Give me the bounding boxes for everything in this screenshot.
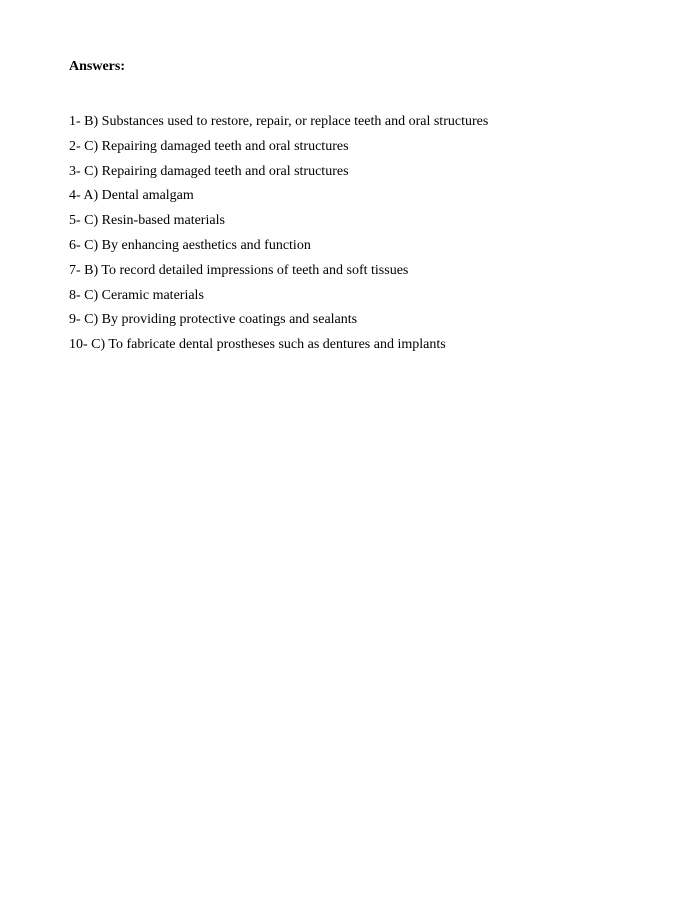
answer-item: 3- C) Repairing damaged teeth and oral structures <box>69 163 349 179</box>
answer-item: 9- C) By providing protective coatings and sealants <box>69 312 358 328</box>
answer-list <box>69 114 488 362</box>
answer-item: 1- B) Substances used to restore, repair, or replace teeth and oral structures <box>69 114 489 129</box>
answer-item: 7- B) To record detailed impressions of teeth and soft tissues <box>69 262 409 278</box>
answer-item: 4- A) Dental amalgam <box>69 188 194 204</box>
answer-item: 2- C) Repairing damaged teeth and oral structures <box>69 138 349 154</box>
answer-item: 5- C) Resin-based materials <box>69 213 225 229</box>
answers-heading: Answers: <box>69 59 125 74</box>
answer-item: 8- C) Ceramic materials <box>69 287 204 303</box>
answer-item: 6- C) By enhancing aesthetics and function <box>69 237 311 253</box>
answer-item: 10- C) To fabricate dental prostheses such as dentures and implants <box>69 337 446 353</box>
